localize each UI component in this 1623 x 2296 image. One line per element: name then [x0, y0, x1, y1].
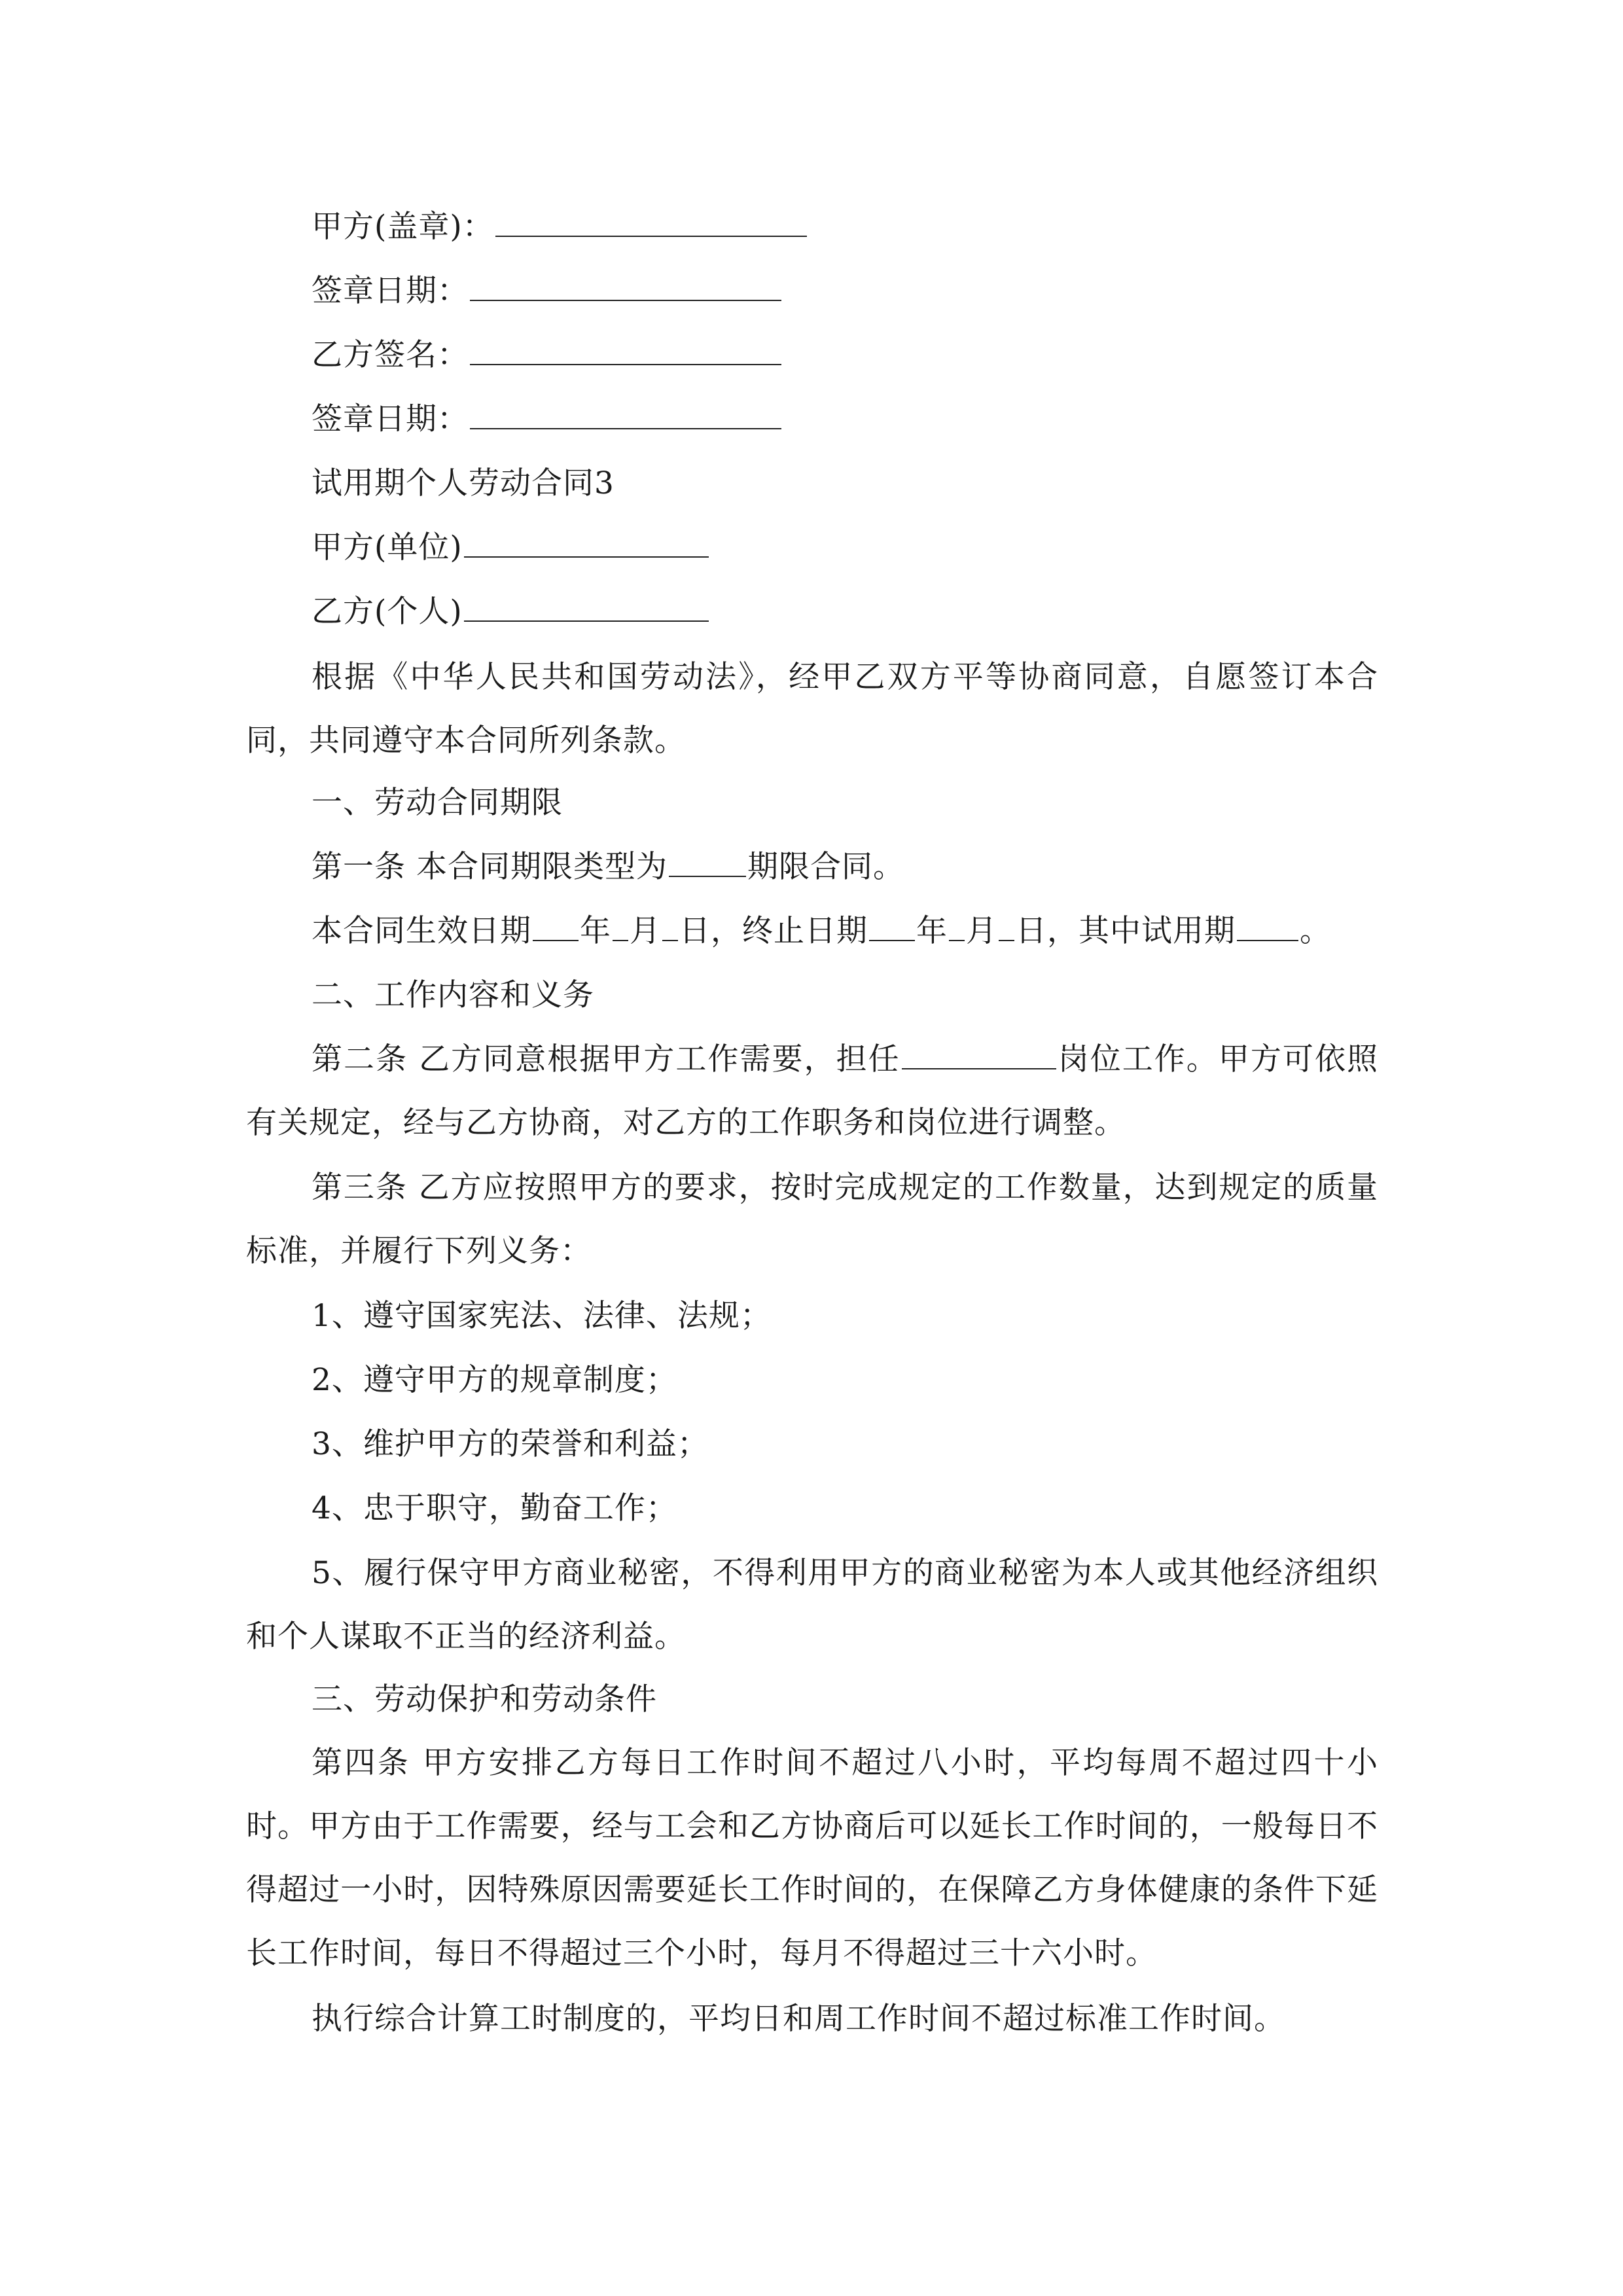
sign-date-blank-1	[470, 271, 781, 301]
section-3-heading: 三、劳动保护和劳动条件	[312, 1681, 657, 1717]
duty-item: 1、遵守国家宪法、法律、法规；	[312, 1298, 772, 1334]
party-a-seal-label: 甲方(盖章)：	[312, 209, 494, 245]
effective-text-8: 。	[1300, 913, 1331, 949]
effective-text-3: 月	[630, 913, 661, 949]
sign-date-blank-2	[470, 399, 781, 429]
article-1-suffix: 期限合同。	[747, 849, 904, 885]
party-a-seal-blank	[495, 207, 807, 237]
intro-paragraph: 根据《中华人民共和国劳动法》，经甲乙双方平等协商同意，自愿签订本合同，共同遵守本合同所列条款。	[246, 659, 1378, 759]
end-month-blank	[949, 911, 965, 941]
duty-item: 4、忠于职守，勤奋工作；	[312, 1490, 677, 1526]
start-day-blank	[662, 911, 678, 941]
start-year-blank	[533, 911, 579, 941]
effective-text-2: 年	[580, 913, 611, 949]
party-b-sign-blank	[470, 335, 781, 365]
section-2-heading: 二、工作内容和义务	[312, 977, 594, 1013]
article-4-paragraph: 第四条 甲方安排乙方每日工作时间不超过八小时，平均每周不超过四十小时。甲方由于工作需要，经与工会和乙方协商后可以延长工作时间的，一般每日不得超过一小时，因特殊原因需要延长工作时间的，在保障乙方身体健康的条件下延长工作时间，每日不得超过三个小时，每月不得超过三十六小时。	[246, 1745, 1378, 1971]
party-b-sign-line	[312, 332, 783, 378]
end-day-blank	[999, 911, 1014, 941]
party-a-unit-blank	[464, 528, 709, 558]
section-1-heading: 一、劳动合同期限	[312, 785, 563, 821]
position-blank	[902, 1039, 1056, 1069]
effective-text-4: 日，终止日期	[679, 913, 868, 949]
article-2-paragraph	[246, 1028, 1378, 1155]
sign-date-label-1: 签章日期：	[312, 273, 469, 309]
party-b-person-label: 乙方(个人)	[312, 594, 463, 630]
duty-5-paragraph: 5、履行保守甲方商业秘密，不得利用甲方的商业秘密为本人或其他经济组织和个人谋取不正当的经济利益。	[246, 1555, 1378, 1655]
duty-item: 2、遵守甲方的规章制度；	[312, 1362, 677, 1398]
duty-item: 3、维护甲方的荣誉和利益；	[312, 1426, 709, 1462]
sign-date-line-2	[312, 397, 783, 442]
article-2-suffix: 岗位工作。甲方可依照有关规定，经与乙方协商，对乙方的工作职务和岗位进行调整。	[246, 1041, 1378, 1141]
article-1-prefix: 第一条 本合同期限类型为	[312, 849, 668, 885]
contract-title: 试用期个人劳动合同3	[312, 465, 615, 501]
effective-text-6: 月	[966, 913, 997, 949]
end-year-blank	[869, 911, 915, 941]
effective-text-5: 年	[916, 913, 948, 949]
party-b-person-line	[312, 589, 710, 635]
article-1-line	[312, 844, 904, 890]
party-a-unit-line	[312, 525, 710, 571]
article-3-paragraph: 第三条 乙方应按照甲方的要求，按时完成规定的工作数量，达到规定的质量标准，并履行下列义务：	[246, 1170, 1378, 1269]
article-4-note: 执行综合计算工时制度的，平均日和周工作时间不超过标准工作时间。	[312, 2001, 1285, 2037]
party-a-unit-label: 甲方(单位)	[312, 529, 463, 565]
sign-date-label-2: 签章日期：	[312, 401, 469, 437]
party-b-person-blank	[464, 592, 709, 622]
sign-date-line-1	[312, 268, 783, 314]
effective-text-1: 本合同生效日期	[312, 913, 531, 949]
effective-date-line	[312, 908, 1331, 954]
party-a-seal-line	[312, 204, 808, 250]
start-month-blank	[613, 911, 628, 941]
article-2-prefix: 第二条 乙方同意根据甲方工作需要，担任	[312, 1041, 901, 1077]
party-b-sign-label: 乙方签名：	[312, 337, 469, 373]
probation-blank	[1237, 911, 1298, 941]
contract-type-blank	[669, 847, 746, 877]
effective-text-7: 日，其中试用期	[1016, 913, 1236, 949]
